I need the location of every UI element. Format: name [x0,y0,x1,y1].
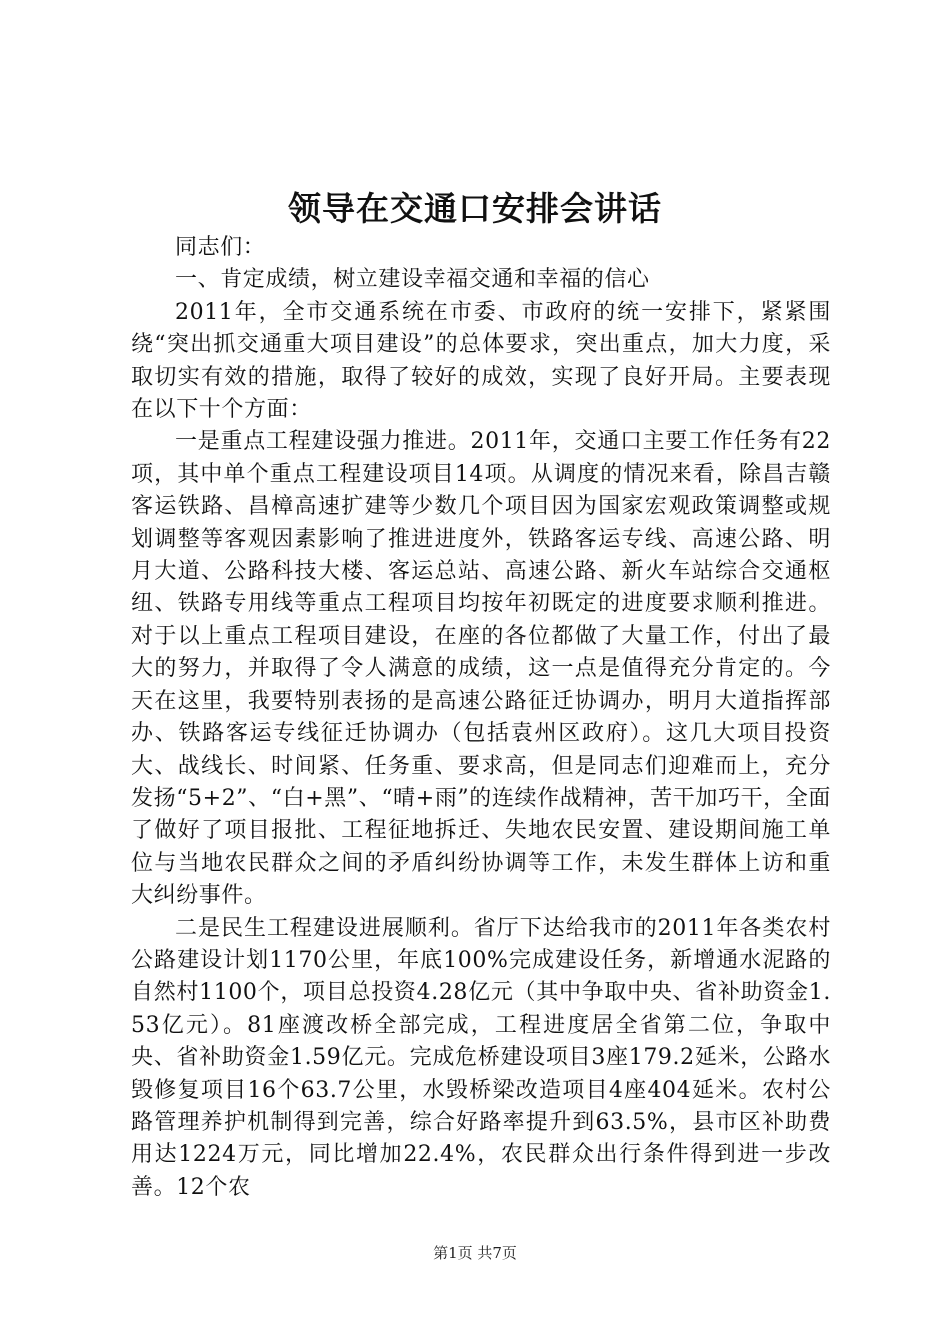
paragraph: 一是重点工程建设强力推进。2011年，交通口主要工作任务有22项，其中单个重点工程建设项目14项。从调度的情况来看，除昌吉赣客运铁路、昌樟高速扩建等少数几个项目因为国家宏观政策调整或规划调整等客观因素影响了推进进度外，铁路客运专线、高速公路、明月大道、公路科技大楼、客运总站、高速公路、新火车站综合交通枢纽、铁路专用线等重点工程项目均按年初既定的进度要求顺利推进。对于以上重点工程项目建设，在座的各位都做了大量工作，付出了最大的努力，并取得了令人满意的成绩，这一点是值得充分肯定的。今天在这里，我要特别表扬的是高速公路征迁协调办，明月大道指挥部办、铁路客运专线征迁协调办（包括袁州区政府）。这几大项目投资大、战线长、时间紧、任务重、要求高，但是同志们迎难而上，充分发扬“5+2”、“白+黑”、“晴+雨”的连续作战精神，苦干加巧干，全面了做好了项目报批、工程征地拆迁、失地农民安置、建设期间施工单位与当地农民群众之间的矛盾纠纷协调等工作，未发生群体上访和重大纠纷事件。 [131,429,831,909]
salutation: 同志们： [175,235,266,260]
document-title: 领导在交通口安排会讲话 [288,189,662,228]
document-body [131,232,831,1204]
page-number: 第1页 共7页 [433,1244,517,1262]
paragraph: 二是民生工程建设进展顺利。省厅下达给我市的2011年各类农村公路建设计划1170公里，年底100%完成建设任务，新增通水泥路的自然村1100个，项目总投资4.28亿元（其中争取中央、省补助资金1.53亿元）。81座渡改桥全部完成，工程进度居全省第二位，争取中央、省补助资金1.59亿元。完成危桥建设项目3座179.2延米，公路水毁修复项目16个63.7公里，水毁桥梁改造项目4座404延米。农村公路管理养护机制得到完善，综合好路率提升到63.5%，县市区补助费用达1224万元，同比增加22.4%，农民群众出行条件得到进一步改善。12个农 [131,915,831,1200]
section-heading: 一、肯定成绩，树立建设幸福交通和幸福的信心 [175,267,650,293]
paragraph: 2011年，全市交通系统在市委、市政府的统一安排下，紧紧围绕“突出抓交通重大项目建设”的总体要求，突出重点，加大力度，采取切实有效的措施，取得了较好的成效，实现了良好开局。主要表现在以下十个方面： [131,299,831,423]
